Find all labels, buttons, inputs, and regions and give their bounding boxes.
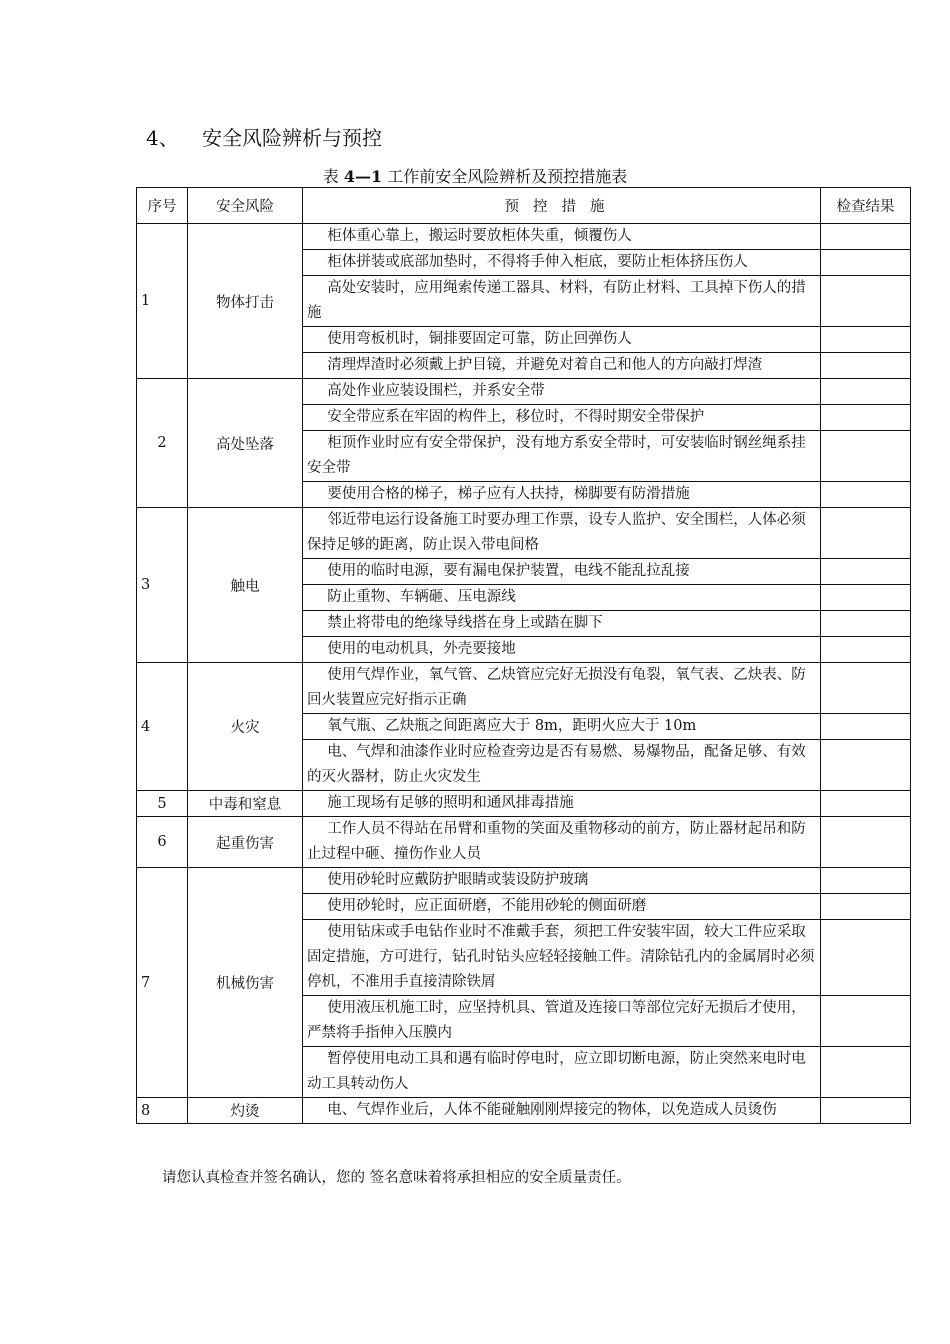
caption-text: 工作前安全风险辨析及预控措施表 (382, 167, 628, 186)
table-row (137, 1098, 911, 1124)
check-result-cell (821, 817, 911, 868)
caption-prefix: 表 (322, 167, 344, 186)
control-measure: 使用的临时电源，要有漏电保护装置，电线不能乱拉乱接 (303, 559, 821, 585)
table-body (137, 224, 911, 1124)
header-no: 序号 (137, 188, 188, 224)
check-result-cell (821, 327, 911, 353)
risk-type: 物体打击 (188, 224, 303, 379)
check-result-cell (821, 482, 911, 508)
table-row (137, 663, 911, 714)
control-measure: 邻近带电运行设备施工时要办理工作票，设专人监护、安全围栏，人体必须保持足够的距离，防止误入带电间格 (303, 508, 821, 559)
control-measure: 防止重物、车辆砸、压电源线 (303, 585, 821, 611)
check-result-cell (821, 996, 911, 1047)
risk-type: 高处坠落 (188, 379, 303, 508)
risk-type: 灼烫 (188, 1098, 303, 1124)
header-risk: 安全风险 (188, 188, 303, 224)
check-result-cell (821, 224, 911, 250)
caption-number: 4—1 (343, 167, 383, 186)
control-measure: 电、气焊和油漆作业时应检查旁边是否有易燃、易爆物品，配备足够、有效的灭火器材，防止火灾发生 (303, 740, 821, 791)
table-header-row (137, 188, 911, 224)
control-measure: 使用砂轮时，应正面研磨，不能用砂轮的侧面研磨 (303, 894, 821, 920)
check-result-cell (821, 559, 911, 585)
check-result-cell (821, 740, 911, 791)
table-row (137, 508, 911, 559)
control-measure: 电、气焊作业后，人体不能碰触刚刚焊接完的物体，以免造成人员烫伤 (303, 1098, 821, 1124)
table-row (137, 868, 911, 894)
check-result-cell (821, 637, 911, 663)
control-measure: 柜体重心靠上，搬运时要放柜体失重，倾覆伤人 (303, 224, 821, 250)
control-measure: 使用液压机施工时，应坚持机具、管道及连接口等部位完好无损后才使用，严禁将手指伸入压膜内 (303, 996, 821, 1047)
control-measure: 柜体拼装或底部加垫时，不得将手伸入柜底，要防止柜体挤压伤人 (303, 250, 821, 276)
control-measure: 清理焊渣时必须戴上护目镜，并避免对着自己和他人的方向敲打焊渣 (303, 353, 821, 379)
row-number: 2 (137, 379, 188, 508)
control-measure: 高处作业应装设围栏，并系安全带 (303, 379, 821, 405)
control-measure: 暂停使用电动工具和遇有临时停电时，应立即切断电源，防止突然来电时电动工具转动伤人 (303, 1047, 821, 1098)
control-measure: 使用的电动机具，外壳要接地 (303, 637, 821, 663)
check-result-cell (821, 250, 911, 276)
row-number: 7 (137, 868, 188, 1098)
risk-type: 中毒和窒息 (188, 791, 303, 817)
check-result-cell (821, 663, 911, 714)
control-measure: 要使用合格的梯子，梯子应有人扶持，梯脚要有防滑措施 (303, 482, 821, 508)
check-result-cell (821, 611, 911, 637)
header-measures: 预控措施 (303, 188, 821, 224)
section-number: 4、 (146, 126, 179, 150)
check-result-cell (821, 276, 911, 327)
check-result-cell (821, 379, 911, 405)
control-measure: 柜顶作业时应有安全带保护，没有地方系安全带时，可安装临时钢丝绳系挂安全带 (303, 431, 821, 482)
control-measure: 安全带应系在牢固的构件上，移位时，不得时期安全带保护 (303, 405, 821, 431)
control-measure: 使用气焊作业，氧气管、乙炔管应完好无损没有龟裂，氧气表、乙炔表、防回火装置应完好指示正确 (303, 663, 821, 714)
control-measure: 使用砂轮时应戴防护眼睛或装设防护玻璃 (303, 868, 821, 894)
check-result-cell (821, 431, 911, 482)
check-result-cell (821, 1047, 911, 1098)
control-measure: 工作人员不得站在吊臂和重物的笑面及重物移动的前方，防止器材起吊和防止过程中砸、撞伤作业人员 (303, 817, 821, 868)
risk-type: 机械伤害 (188, 868, 303, 1098)
risk-control-table (136, 187, 911, 1124)
control-measure: 使用弯板机时，铜排要固定可靠，防止回弹伤人 (303, 327, 821, 353)
table-row (137, 224, 911, 250)
footnote: 请您认真检查并签名确认，您的 签名意味着将承担相应的安全质量责任。 (162, 1170, 631, 1186)
check-result-cell (821, 920, 911, 996)
row-number: 4 (137, 663, 188, 791)
risk-type: 火灾 (188, 663, 303, 791)
check-result-cell (821, 1098, 911, 1124)
table-caption (0, 164, 950, 187)
check-result-cell (821, 508, 911, 559)
section-title: 安全风险辨析与预控 (202, 126, 382, 150)
risk-type: 起重伤害 (188, 817, 303, 868)
check-result-cell (821, 868, 911, 894)
check-result-cell (821, 791, 911, 817)
table-row (137, 379, 911, 405)
table-row (137, 791, 911, 817)
control-measure: 禁止将带电的绝缘导线搭在身上或踏在脚下 (303, 611, 821, 637)
row-number: 8 (137, 1098, 188, 1124)
control-measure: 施工现场有足够的照明和通风排毒措施 (303, 791, 821, 817)
check-result-cell (821, 405, 911, 431)
section-heading (146, 122, 382, 151)
check-result-cell (821, 585, 911, 611)
check-result-cell (821, 714, 911, 740)
row-number: 6 (137, 817, 188, 868)
table-row (137, 817, 911, 868)
row-number: 3 (137, 508, 188, 663)
check-result-cell (821, 353, 911, 379)
control-measure: 使用钻床或手电钻作业时不准戴手套，须把工件安装牢固，较大工件应采取固定措施，方可进行，钻孔时钻头应轻轻接触工件。清除钻孔内的金属屑时必须停机，不准用手直接清除铁屑 (303, 920, 821, 996)
control-measure: 氧气瓶、乙炔瓶之间距离应大于 8m，距明火应大于 10m (303, 714, 821, 740)
control-measure: 高处安装时，应用绳索传递工器具、材料，有防止材料、工具掉下伤人的措施 (303, 276, 821, 327)
row-number: 5 (137, 791, 188, 817)
row-number: 1 (137, 224, 188, 379)
check-result-cell (821, 894, 911, 920)
risk-type: 触电 (188, 508, 303, 663)
header-result: 检查结果 (821, 188, 911, 224)
